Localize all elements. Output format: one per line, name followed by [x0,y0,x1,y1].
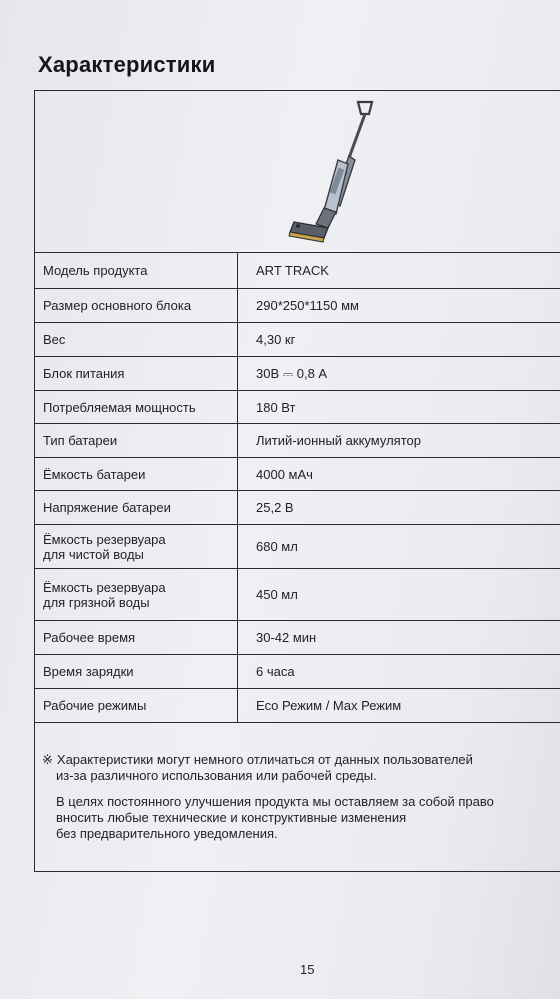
spec-label [35,569,238,621]
notes [42,752,557,842]
spec-label: Рабочее время [35,621,238,655]
spec-label: Размер основного блока [35,289,238,323]
page-title: Характеристики [38,52,216,77]
note-line: В целях постоянного улучшения продукта мы оставляем за собой право [56,794,494,809]
spec-value: 30В ⎓ 0,8 А [238,357,560,391]
spec-value: Литий-ионный аккумулятор [238,424,560,458]
product-image-area [36,92,560,250]
spec-label: Потребляемая мощность [35,391,238,424]
spec-value: ART TRACK [238,253,560,289]
spec-value: 25,2 В [238,491,560,525]
improvement-note [42,794,557,842]
table-row [35,621,560,655]
spec-label-line: Ёмкость резервуара [43,579,166,595]
table-row [35,391,560,424]
note-line: из-за различного использования или рабочей среды. [56,768,377,783]
table-row [35,357,560,391]
spec-label: Ёмкость батареи [35,458,238,491]
table-row [35,424,560,458]
spec-value: 4,30 кг [238,323,560,357]
spec-value: 450 мл [238,569,560,621]
spec-label-line: для чистой воды [43,546,144,562]
spec-value: 6 часа [238,655,560,689]
spec-label: Тип батареи [35,424,238,458]
spec-value: 180 Вт [238,391,560,424]
page-number: 15 [300,962,315,977]
spec-value: 4000 мАч [238,458,560,491]
spec-label-line: Ёмкость резервуара [43,531,166,547]
table-row [35,323,560,357]
table-row [35,525,560,569]
specs-table [34,252,560,723]
spec-value: 680 мл [238,525,560,569]
table-row [35,458,560,491]
table-row [35,491,560,525]
note-line: без предварительного уведомления. [56,826,278,841]
table-row [35,569,560,621]
spec-label [35,525,238,569]
spec-label-line: для грязной воды [43,594,150,610]
reference-mark-icon: ※ [42,752,53,767]
table-row [35,655,560,689]
spec-label: Вес [35,323,238,357]
table-row [35,253,560,289]
table-row [35,289,560,323]
spec-value: 290*250*1150 мм [238,289,560,323]
note-line: Характеристики могут немного отличаться от данных пользователей [56,752,473,767]
spec-label: Модель продукта [35,253,238,289]
spec-value: 30-42 мин [238,621,560,655]
disclaimer-note [42,752,557,784]
spec-value: Eco Режим / Max Режим [238,689,560,723]
spec-label: Время зарядки [35,655,238,689]
spec-label: Рабочие режимы [35,689,238,723]
note-line: вносить любые технические и конструктивные изменения [56,810,407,825]
table-row [35,689,560,723]
spec-label: Блок питания [35,357,238,391]
wet-dry-vacuum-icon [276,96,376,246]
spec-label: Напряжение батареи [35,491,238,525]
